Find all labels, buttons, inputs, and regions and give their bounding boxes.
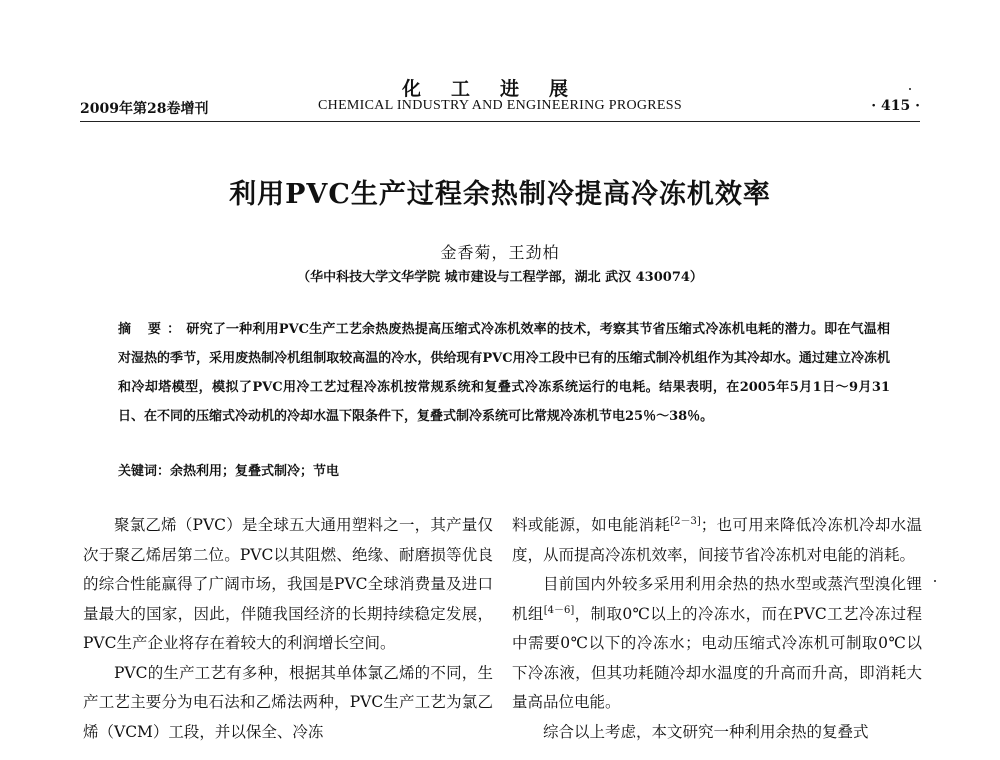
page-number: · 415 · [871,98,920,114]
scan-speck [909,88,911,90]
article-authors: 金香菊，王劲柏 [440,243,560,262]
body-column-left [83,511,493,747]
scan-speck [934,580,936,582]
author-affiliation: （华中科技大学文华学院 城市建设与工程学部，湖北 武汉 430074） [297,270,703,285]
header-divider [80,121,920,122]
paragraph-text: 料或能源，如电能消耗 [512,516,671,534]
article-title: 利用PVC生产过程余热制冷提高冷冻机效率 [229,179,771,210]
paragraph [512,570,922,718]
running-header [80,98,920,120]
abstract [118,315,890,431]
paragraph-text: 目前国内外较多采用利用余热的热水型或蒸汽型溴化锂机组 [512,575,922,623]
paragraph: 聚氯乙烯（PVC）是全球五大通用塑料之一，其产量仅次于聚乙烯居第二位。PVC以其阻燃、绝缘、耐磨损等优良的综合性能赢得了广阔市场，我国是PVC全球消费量及进口量最大的国家，因此，伴随我国经济的长期持续稳定发展，PVC生产企业将存在着较大的利润增长空间。 [83,516,493,652]
keywords-text: 余热利用；复叠式制冷；节电 [170,464,340,479]
abstract-text: 研究了一种利用PVC生产工艺余热废热提高压缩式冷冻机效率的技术，考察其节省压缩式冷冻机电耗的潜力。即在气温相对湿热的季节，采用废热制冷机组制取较高温的冷水，供给现有PVC用冷工段中已有的压缩式制冷机组作为其冷却水。通过建立冷冻机和冷却塔模型，模拟了PVC用冷工艺过程冷冻机按常规系统和复叠式冷冻系统运行的电耗。结果表明，在2005年5月1日～9月31日、在不同的压缩式冷动机的冷却水温下限条件下，复叠式制冷系统可比常规冷冻机节电25％～38％。 [118,322,891,424]
journal-english-title: CHEMICAL INDUSTRY AND ENGINEERING PROGRESS [318,98,682,113]
keywords-label: 关键词： [118,464,171,479]
body-column-right [512,511,922,747]
paragraph [512,511,922,570]
journal-chinese-title: 化工进展 [401,78,598,100]
issue-info: 2009年第28卷增刊 [80,101,209,117]
citation: [4－6] [543,604,575,616]
paragraph: 综合以上考虑，本文研究一种利用余热的复叠式 [543,722,869,741]
citation: [2－3] [670,515,701,527]
keywords [118,460,890,484]
abstract-label: 摘 要： [118,322,187,337]
paragraph-text: ；也可用来降低冷冻机冷却水温度，从而提高冷冻机效率，间接节省冷冻机对电能的消耗。 [512,516,922,564]
paragraph-text: ，制取0℃以上的冷冻水，而在PVC工艺冷冻过程中需要0℃以下的冷冻水；电动压缩式冷冻机可制取0℃以下冷冻液，但其功耗随冷却水温度的升高而升高，即消耗大量高品位电能。 [512,604,922,711]
paragraph: PVC的生产工艺有多种，根据其单体氯乙烯的不同，生产工艺主要分为电石法和乙烯法两种，PVC生产工艺为氯乙烯（VCM）工段，并以保全、冷冻 [83,663,493,741]
